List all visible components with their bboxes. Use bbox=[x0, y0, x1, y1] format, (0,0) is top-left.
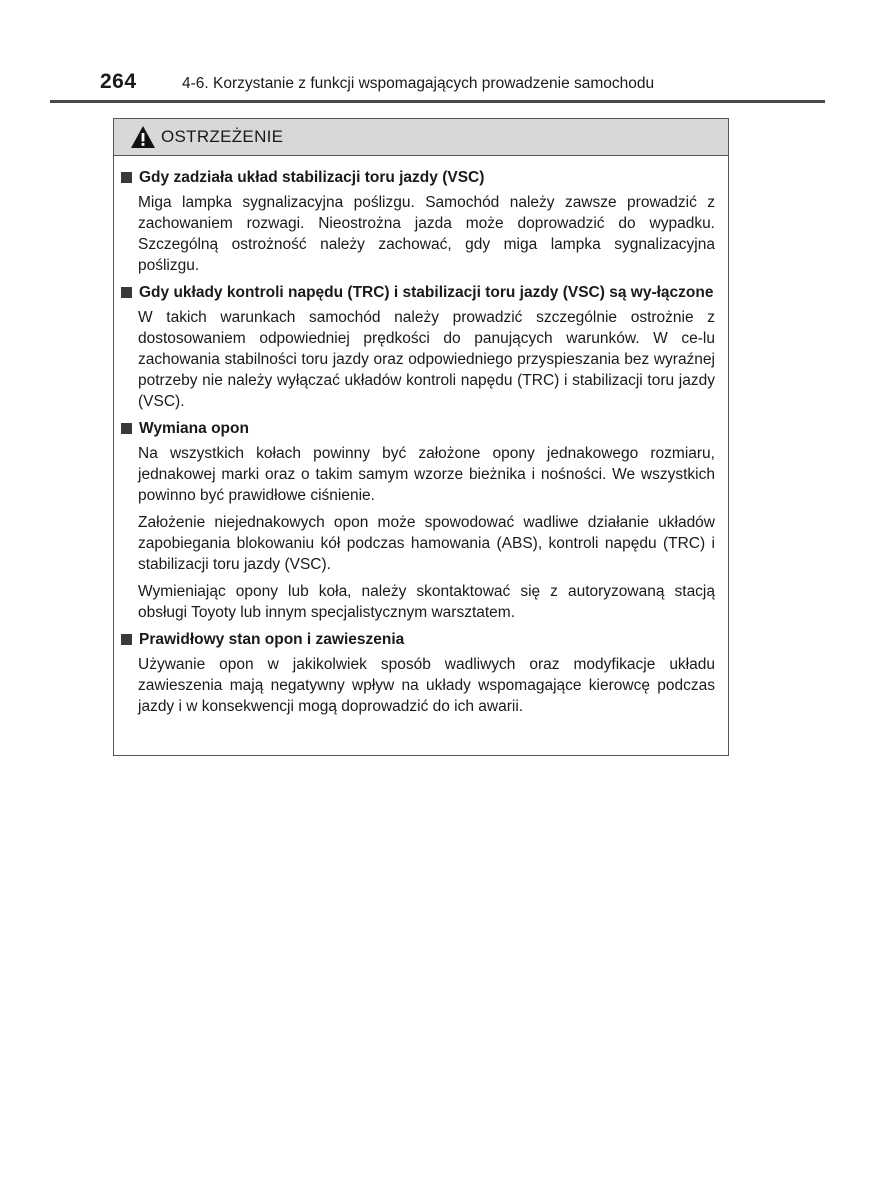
warning-title: OSTRZEŻENIE bbox=[161, 127, 284, 146]
section-paragraph: Używanie opon w jakikolwiek sposób wadliwych oraz modyfikacje układu zawieszenia mają negatywny wpływ na układy wspomagające kierowcę podczas jazdy i w konsekwencji mogą doprowadzić do ich awarii. bbox=[138, 656, 715, 715]
section-paragraph: W takich warunkach samochód należy prowadzić szczególnie ostrożnie z dostosowaniem odpowiedniej prędkości do panujących warunków. W ce-lu zachowania stabilności toru jazdy oraz odpowiedniego przyspieszania bez wyraźnej potrzeby nie należy wyłączać układów kontroli napędu (TRC) i stabilizacji toru jazdy (VSC). bbox=[138, 309, 715, 410]
page-number: 264 bbox=[100, 70, 137, 93]
warning-section bbox=[120, 167, 715, 276]
warning-header bbox=[114, 119, 728, 156]
warning-section bbox=[120, 629, 715, 717]
chapter-title: 4-6. Korzystanie z funkcji wspomagających prowadzenie samochodu bbox=[182, 75, 655, 92]
square-bullet-icon bbox=[121, 634, 132, 645]
section-paragraph: Wymieniając opony lub koła, należy skontaktować się z autoryzowaną stacją obsługi Toyoty lub innym specjalistycznym warsztatem. bbox=[138, 583, 715, 621]
square-bullet-icon bbox=[121, 172, 132, 183]
square-bullet-icon bbox=[121, 423, 132, 434]
header-divider bbox=[50, 100, 825, 103]
page-header bbox=[100, 70, 820, 98]
section-paragraph: Na wszystkich kołach powinny być założone opony jednakowego rozmiaru, jednakowej marki oraz o takim samym wzorze bieżnika i nośności. We wszystkich powinno być prawidłowe ciśnienie. bbox=[138, 445, 715, 504]
section-title: Wymiana opon bbox=[120, 418, 715, 439]
section-title: Gdy zadziała układ stabilizacji toru jazdy (VSC) bbox=[120, 167, 715, 188]
warning-triangle-icon bbox=[130, 125, 156, 149]
warning-box bbox=[113, 118, 729, 756]
section-paragraph: Miga lampka sygnalizacyjna poślizgu. Samochód należy zawsze prowadzić z zachowaniem rozwagi. Nieostrożna jazda może doprowadzić do wypadku. Szczególną ostrożność należy zachować, gdy miga lampka sygnalizacyjna poślizgu. bbox=[138, 194, 715, 274]
section-title: Gdy układy kontroli napędu (TRC) i stabilizacji toru jazdy (VSC) są wy-łączone bbox=[120, 282, 715, 303]
warning-content bbox=[114, 156, 728, 717]
square-bullet-icon bbox=[121, 287, 132, 298]
warning-section bbox=[120, 282, 715, 412]
warning-section bbox=[120, 418, 715, 623]
section-title: Prawidłowy stan opon i zawieszenia bbox=[120, 629, 715, 650]
section-paragraph: Założenie niejednakowych opon może spowodować wadliwe działanie układów zapobiegania blokowaniu kół podczas hamowania (ABS), kontroli napędu (TRC) i stabilizacji toru jazdy (VSC). bbox=[138, 514, 715, 573]
